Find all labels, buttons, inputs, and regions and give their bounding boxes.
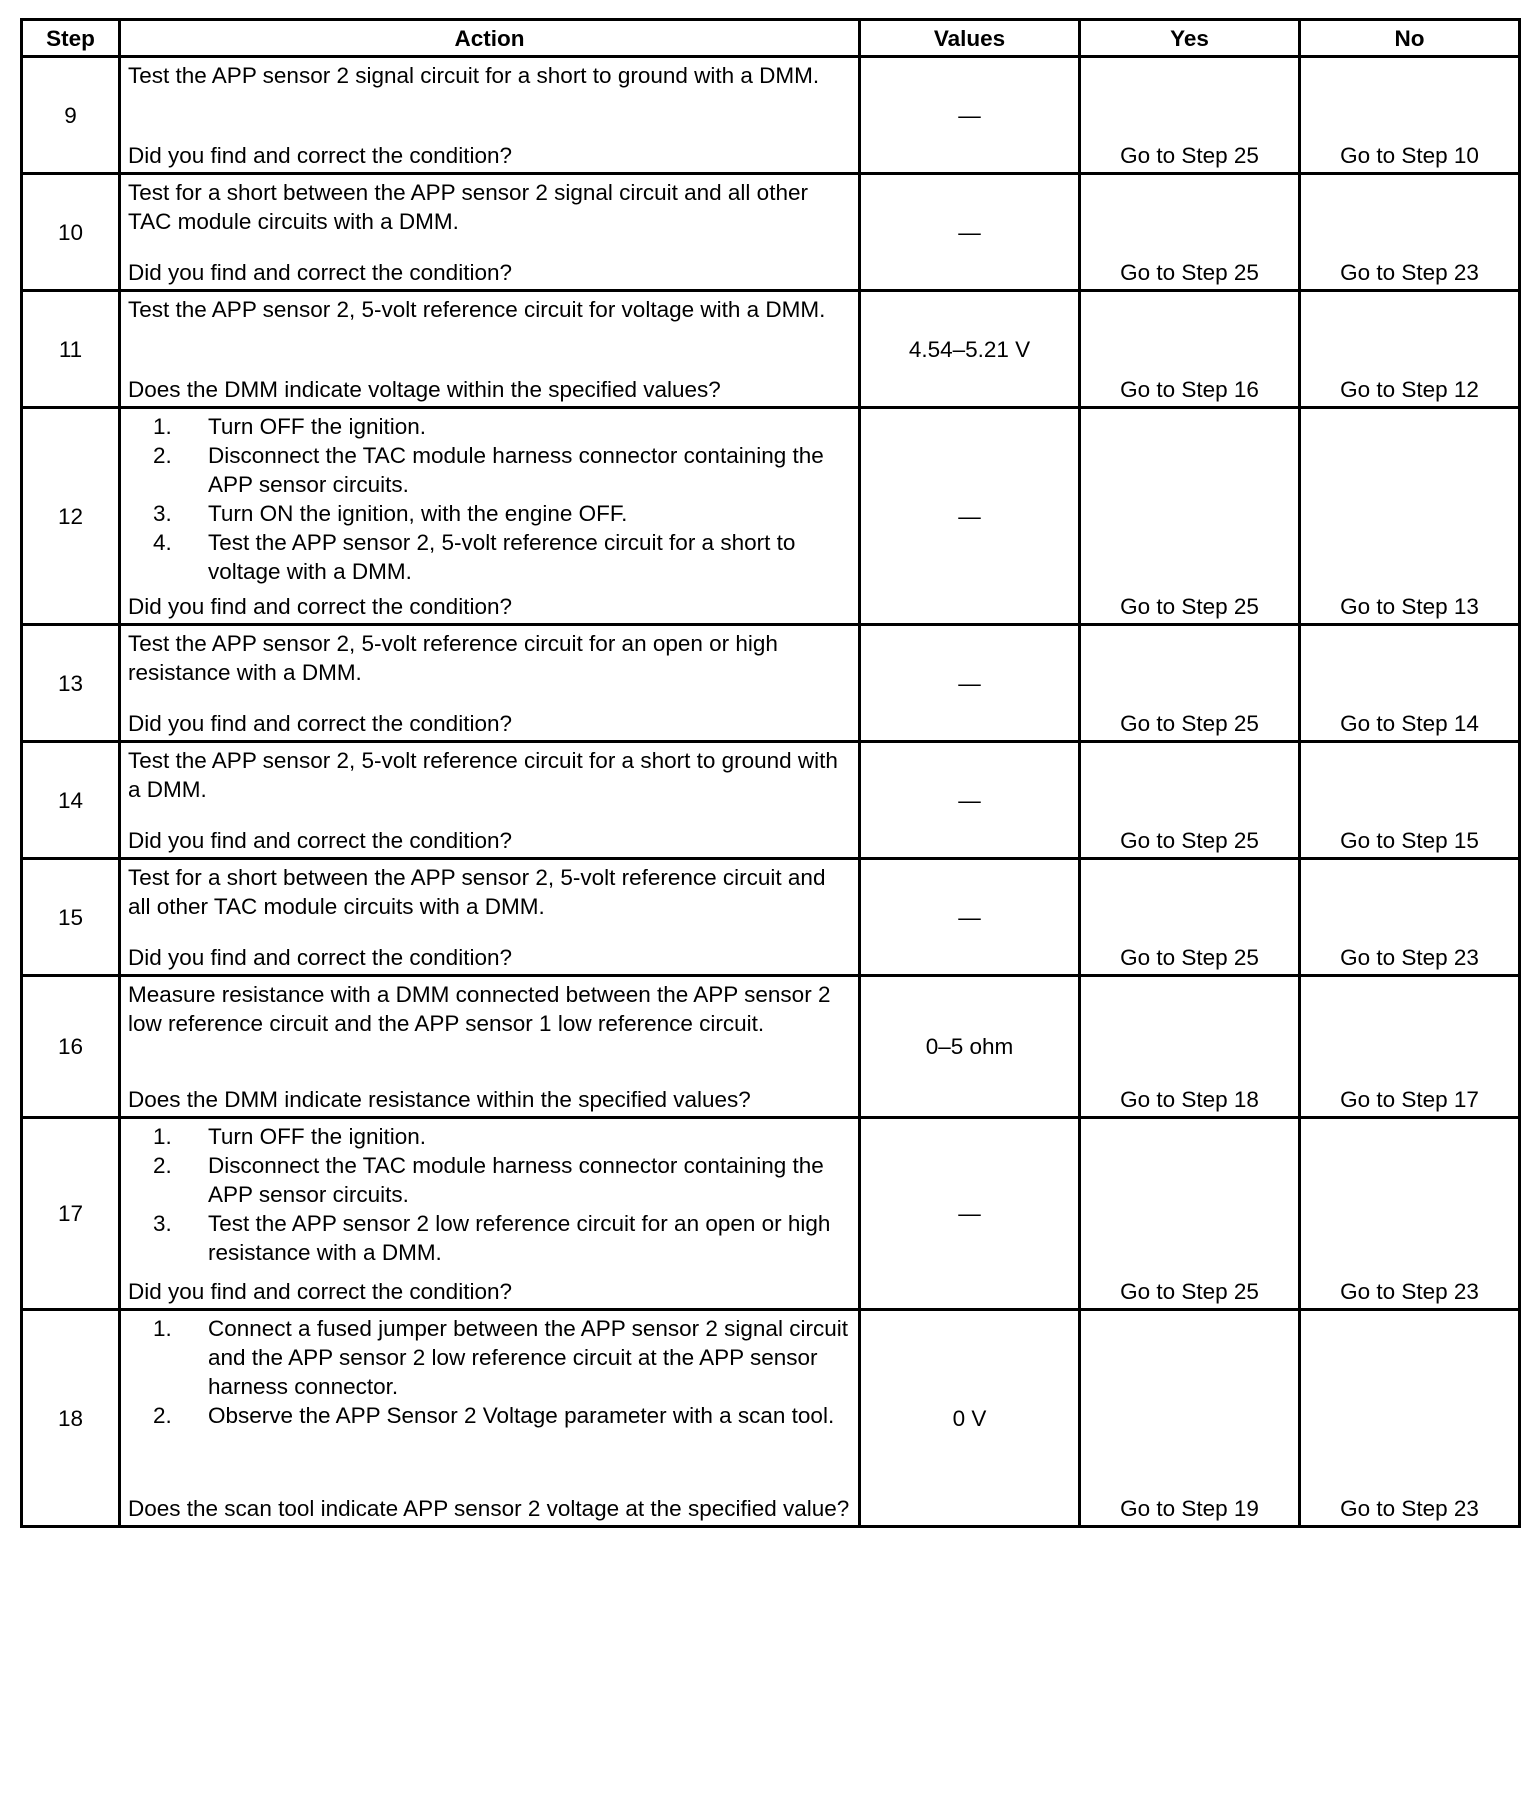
value-cell: — — [860, 1118, 1080, 1310]
step-number: 11 — [22, 291, 120, 408]
action-step-item: 2. Disconnect the TAC module harness connector containing the APP sensor circuits. — [178, 1151, 852, 1209]
action-text: Measure resistance with a DMM connected between the APP sensor 2 low reference circuit and the APP sensor 1 low reference circuit. — [128, 982, 831, 1036]
action-question: Did you find and correct the condition? — [128, 1279, 512, 1304]
action-cell — [120, 291, 860, 408]
action-cell — [120, 1310, 860, 1527]
value-cell: 0 V — [860, 1310, 1080, 1527]
yes-cell: Go to Step 19 — [1080, 1310, 1300, 1527]
action-cell — [120, 174, 860, 291]
value-cell: — — [860, 408, 1080, 625]
table-row — [22, 408, 1520, 625]
table-row — [22, 1118, 1520, 1310]
no-cell: Go to Step 13 — [1300, 408, 1520, 625]
table-row — [22, 174, 1520, 291]
table-row — [22, 859, 1520, 976]
table-row — [22, 57, 1520, 174]
action-cell — [120, 57, 860, 174]
diagnostic-table-container — [20, 18, 1518, 1528]
no-cell: Go to Step 14 — [1300, 625, 1520, 742]
header-row — [22, 20, 1520, 57]
value-cell: — — [860, 742, 1080, 859]
value-cell: — — [860, 625, 1080, 742]
action-cell — [120, 976, 860, 1118]
table-row — [22, 742, 1520, 859]
action-step-item: 1. Turn OFF the ignition. — [178, 412, 852, 441]
action-step-item: 4. Test the APP sensor 2, 5-volt reference circuit for a short to voltage with a DMM. — [178, 528, 852, 586]
step-number: 13 — [22, 625, 120, 742]
value-cell: 0–5 ohm — [860, 976, 1080, 1118]
step-number: 15 — [22, 859, 120, 976]
action-question: Did you find and correct the condition? — [128, 828, 512, 853]
action-question: Did you find and correct the condition? — [128, 711, 512, 736]
step-number: 17 — [22, 1118, 120, 1310]
value-cell: 4.54–5.21 V — [860, 291, 1080, 408]
value-cell: — — [860, 57, 1080, 174]
action-steps-list — [128, 1314, 852, 1430]
step-number: 18 — [22, 1310, 120, 1527]
yes-cell: Go to Step 25 — [1080, 408, 1300, 625]
value-cell: — — [860, 859, 1080, 976]
action-text: Test for a short between the APP sensor 2 signal circuit and all other TAC module circuits with a DMM. — [128, 180, 808, 234]
action-step-item: 2. Observe the APP Sensor 2 Voltage parameter with a scan tool. — [178, 1401, 852, 1430]
step-number: 9 — [22, 57, 120, 174]
action-cell — [120, 1118, 860, 1310]
no-cell: Go to Step 23 — [1300, 1118, 1520, 1310]
step-number: 12 — [22, 408, 120, 625]
no-cell: Go to Step 10 — [1300, 57, 1520, 174]
no-cell: Go to Step 23 — [1300, 174, 1520, 291]
header-action: Action — [120, 20, 860, 57]
action-cell — [120, 742, 860, 859]
no-cell: Go to Step 17 — [1300, 976, 1520, 1118]
action-text: Test the APP sensor 2, 5-volt reference circuit for a short to ground with a DMM. — [128, 748, 838, 802]
yes-cell: Go to Step 25 — [1080, 742, 1300, 859]
action-step-item: 1. Connect a fused jumper between the APP sensor 2 signal circuit and the APP sensor 2 low reference circuit at the APP sensor harness connector. — [178, 1314, 852, 1401]
yes-cell: Go to Step 25 — [1080, 57, 1300, 174]
action-cell — [120, 625, 860, 742]
action-step-item: 3. Test the APP sensor 2 low reference circuit for an open or high resistance with a DMM. — [178, 1209, 852, 1267]
action-question: Did you find and correct the condition? — [128, 945, 512, 970]
no-cell: Go to Step 23 — [1300, 859, 1520, 976]
action-question: Does the DMM indicate resistance within the specified values? — [128, 1087, 751, 1112]
action-text: Test for a short between the APP sensor 2, 5-volt reference circuit and all other TAC module circuits with a DMM. — [128, 865, 826, 919]
yes-cell: Go to Step 16 — [1080, 291, 1300, 408]
action-question: Does the scan tool indicate APP sensor 2 voltage at the specified value? — [128, 1496, 850, 1521]
step-number: 14 — [22, 742, 120, 859]
action-question: Did you find and correct the condition? — [128, 594, 512, 619]
table-row — [22, 1310, 1520, 1527]
yes-cell: Go to Step 25 — [1080, 174, 1300, 291]
yes-cell: Go to Step 25 — [1080, 1118, 1300, 1310]
action-steps-list — [128, 1122, 852, 1267]
no-cell: Go to Step 12 — [1300, 291, 1520, 408]
value-cell: — — [860, 174, 1080, 291]
no-cell: Go to Step 15 — [1300, 742, 1520, 859]
table-row — [22, 976, 1520, 1118]
table-row — [22, 291, 1520, 408]
action-cell — [120, 408, 860, 625]
header-yes: Yes — [1080, 20, 1300, 57]
action-step-item: 3. Turn ON the ignition, with the engine OFF. — [178, 499, 852, 528]
step-number: 16 — [22, 976, 120, 1118]
diagnostic-table — [20, 18, 1521, 1528]
action-steps-list — [128, 412, 852, 586]
action-text: Test the APP sensor 2, 5-volt reference circuit for voltage with a DMM. — [128, 297, 826, 322]
action-text: Test the APP sensor 2 signal circuit for a short to ground with a DMM. — [128, 63, 820, 88]
action-cell — [120, 859, 860, 976]
header-no: No — [1300, 20, 1520, 57]
table-row — [22, 625, 1520, 742]
header-step: Step — [22, 20, 120, 57]
action-text: Test the APP sensor 2, 5-volt reference circuit for an open or high resistance with a DMM. — [128, 631, 778, 685]
step-number: 10 — [22, 174, 120, 291]
action-question: Did you find and correct the condition? — [128, 143, 512, 168]
yes-cell: Go to Step 25 — [1080, 859, 1300, 976]
header-values: Values — [860, 20, 1080, 57]
yes-cell: Go to Step 25 — [1080, 625, 1300, 742]
yes-cell: Go to Step 18 — [1080, 976, 1300, 1118]
action-question: Does the DMM indicate voltage within the specified values? — [128, 377, 721, 402]
no-cell: Go to Step 23 — [1300, 1310, 1520, 1527]
action-step-item: 1. Turn OFF the ignition. — [178, 1122, 852, 1151]
action-step-item: 2. Disconnect the TAC module harness connector containing the APP sensor circuits. — [178, 441, 852, 499]
action-question: Did you find and correct the condition? — [128, 260, 512, 285]
